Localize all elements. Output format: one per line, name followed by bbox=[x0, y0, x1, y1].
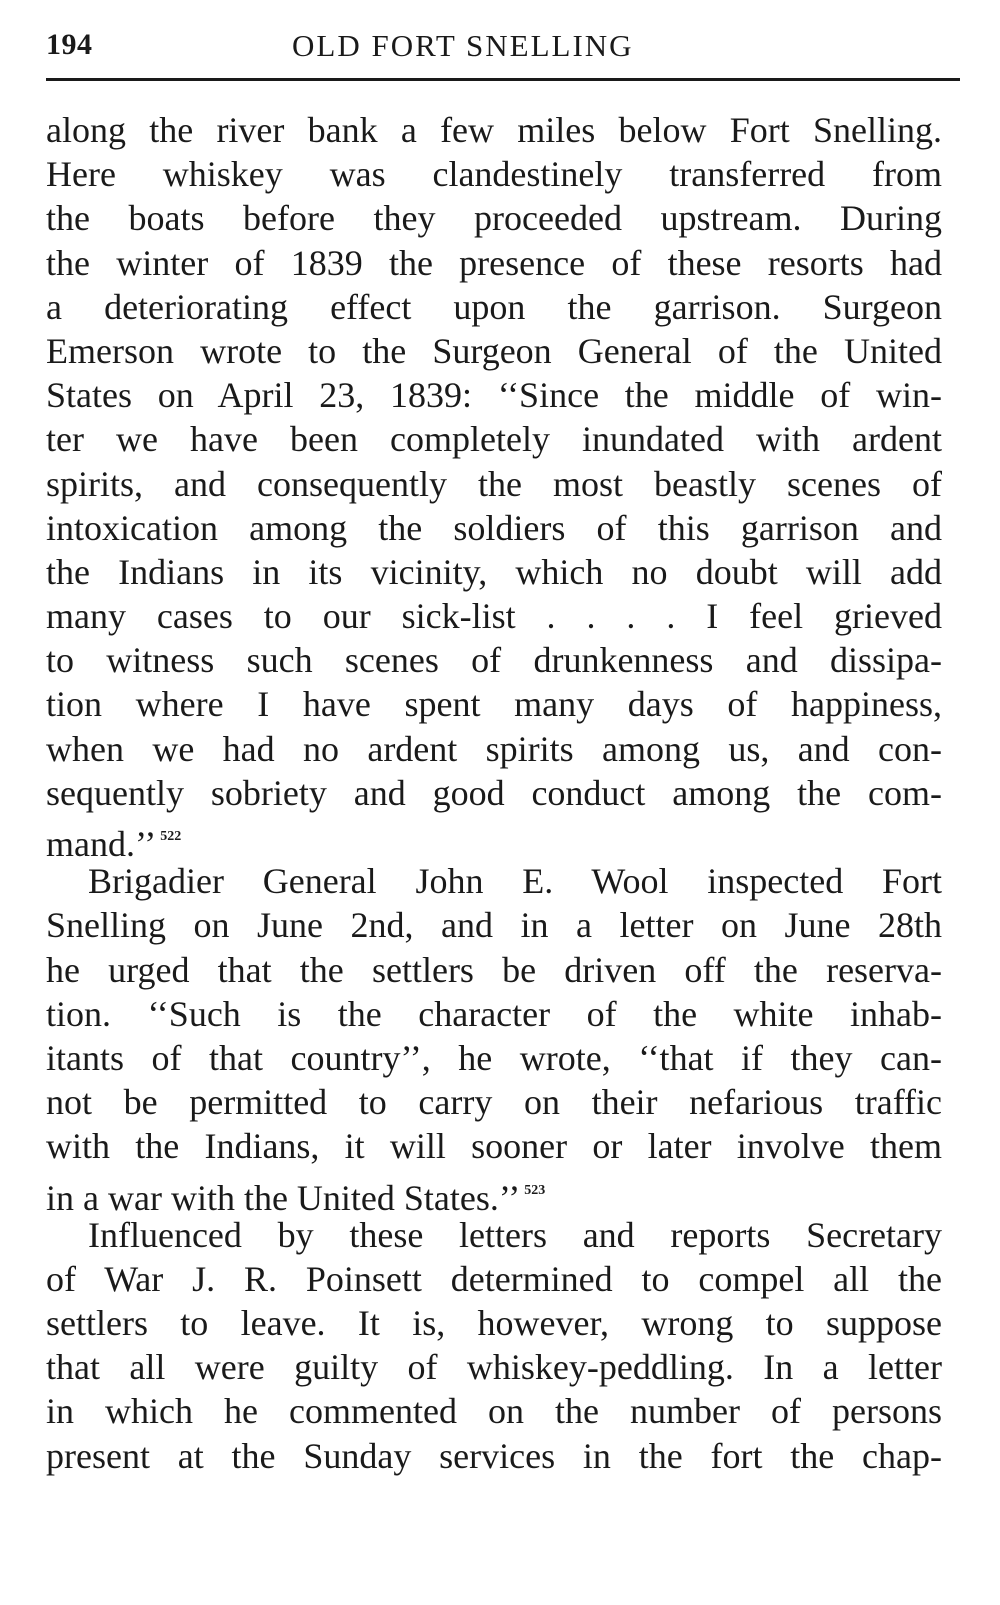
text-line: not be permitted to carry on their nefarious traffic bbox=[46, 1082, 942, 1123]
footnote-marker: 522 bbox=[160, 829, 182, 844]
text-line: he urged that the settlers be driven off the reserva- bbox=[46, 949, 942, 990]
text-line: ter we have been completely inundated with ardent bbox=[46, 419, 942, 460]
page-number: 194 bbox=[46, 28, 93, 61]
running-head: OLD FORT SNELLING bbox=[292, 28, 634, 63]
text-line: the Indians in its vicinity, which no doubt will add bbox=[46, 551, 942, 592]
text-line: many cases to our sick-list . . . . I feel grieved bbox=[46, 596, 942, 637]
text-line: in which he commented on the number of persons bbox=[46, 1391, 942, 1432]
text-line: itants of that country’’, he wrote, ‘‘that if they can- bbox=[46, 1037, 942, 1078]
text-line: to witness such scenes of drunkenness and dissipa- bbox=[46, 640, 942, 681]
text-line: sequently sobriety and good conduct among the com- bbox=[46, 772, 942, 813]
text-line: that all were guilty of whiskey-peddling. In a letter bbox=[46, 1347, 942, 1388]
text-line-content: mand.’’ bbox=[46, 824, 157, 864]
page-header bbox=[46, 28, 960, 81]
text-line: tion where I have spent many days of happiness, bbox=[46, 684, 942, 725]
text-line: when we had no ardent spirits among us, and con- bbox=[46, 728, 942, 769]
text-line: Brigadier General John E. Wool inspected Fort bbox=[88, 861, 942, 902]
text-line: Influenced by these letters and reports Secretary bbox=[88, 1214, 942, 1255]
body-text bbox=[46, 108, 942, 1478]
text-line: settlers to leave. It is, however, wrong to suppose bbox=[46, 1303, 942, 1344]
text-line-content: in a war with the United States.’’ bbox=[46, 1177, 521, 1218]
text-line: intoxication among the soldiers of this garrison and bbox=[46, 507, 942, 548]
text-line: States on April 23, 1839: ‘‘Since the middle of win- bbox=[46, 375, 942, 416]
text-line: along the river bank a few miles below Fort Snelling. bbox=[46, 110, 942, 150]
text-line: spirits, and consequently the most beastly scenes of bbox=[46, 463, 942, 504]
text-line: a deteriorating effect upon the garrison. Surgeon bbox=[46, 286, 942, 327]
text-line-final bbox=[46, 1169, 942, 1218]
text-line: tion. ‘‘Such is the character of the white inhab- bbox=[46, 993, 942, 1034]
paragraph bbox=[46, 859, 942, 1218]
text-line-final bbox=[46, 815, 942, 864]
text-line: the winter of 1839 the presence of these resorts had bbox=[46, 242, 942, 283]
footnote-marker: 523 bbox=[524, 1182, 546, 1198]
text-line: with the Indians, it will sooner or later involve them bbox=[46, 1126, 942, 1167]
paragraph bbox=[46, 108, 942, 864]
text-line: of War J. R. Poinsett determined to compel all the bbox=[46, 1258, 942, 1299]
text-line: present at the Sunday services in the fort the chap- bbox=[46, 1435, 942, 1476]
paragraph bbox=[46, 1213, 942, 1478]
text-line: Emerson wrote to the Surgeon General of the United bbox=[46, 330, 942, 371]
text-line: Here whiskey was clandestinely transferred from bbox=[46, 154, 942, 195]
text-line: the boats before they proceeded upstream. During bbox=[46, 198, 942, 239]
text-line: Snelling on June 2nd, and in a letter on June 28th bbox=[46, 905, 942, 946]
